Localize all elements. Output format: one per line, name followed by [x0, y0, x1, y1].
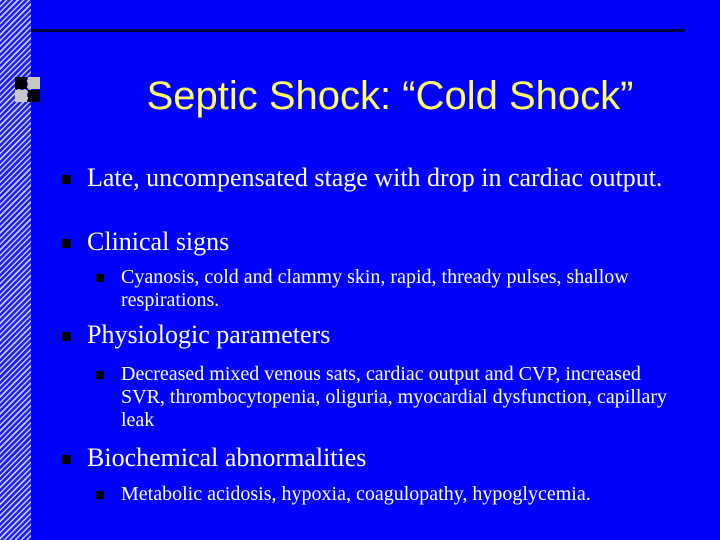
bullet-square-icon — [96, 491, 104, 499]
bullet-square-icon — [96, 371, 104, 379]
sub-bullet-text: Metabolic acidosis, hypoxia, coagulopathy, hypoglycemia. — [121, 483, 591, 505]
bullet-square-icon — [62, 175, 71, 184]
sub-bullet-text: Cyanosis, cold and clammy skin, rapid, thready pulses, shallow respirations. — [121, 266, 629, 311]
top-divider — [31, 29, 685, 32]
bullet-text: Clinical signs — [87, 227, 230, 256]
title-square-icon — [15, 77, 43, 105]
bullet-square-icon — [62, 239, 71, 248]
bullet-square-icon — [62, 332, 71, 341]
bullet-text: Biochemical abnormalities — [87, 443, 367, 472]
slide-title: Septic Shock: “Cold Shock” — [146, 74, 634, 118]
bullet-text: Late, uncompensated stage with drop in cardiac output. — [87, 163, 663, 192]
sub-bullet-text: Decreased mixed venous sats, cardiac output and CVP, increased SVR, thrombocytopenia, oliguria, myocardial dysfunction, capillary leak — [121, 363, 667, 431]
bullet-text: Physiologic parameters — [87, 320, 331, 349]
bullet-square-icon — [62, 455, 71, 464]
bullet-square-icon — [96, 274, 104, 282]
